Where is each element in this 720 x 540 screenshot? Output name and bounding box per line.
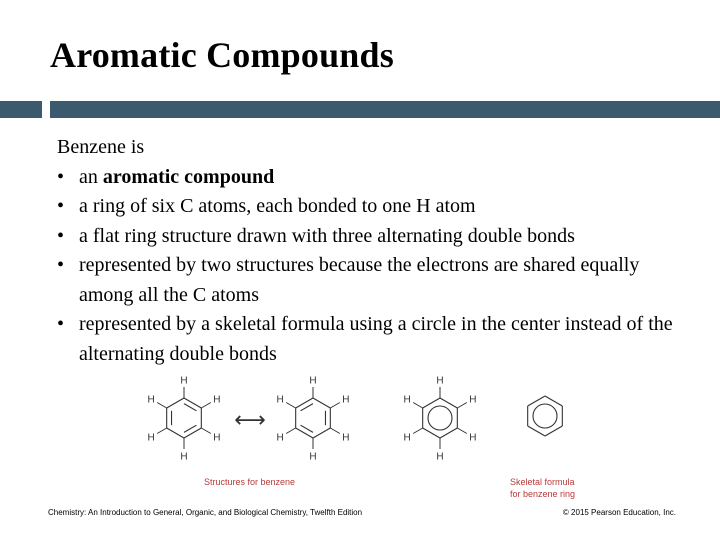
kekule-structure-1-ch-bond — [201, 403, 211, 409]
bullet-dot: • — [57, 313, 65, 335]
kekule-structure-2-ch-bond — [286, 428, 296, 434]
aromatic-structure-ch-bond — [457, 428, 467, 434]
footer-right: © 2015 Pearson Education, Inc. — [562, 508, 676, 517]
resonance-arrow: ⟷ — [234, 408, 266, 433]
bullet-item — [57, 222, 697, 252]
kekule-structure-1-ch-bond — [157, 428, 167, 434]
bullet-item — [57, 163, 697, 193]
bullet-item — [57, 310, 697, 369]
kekule-structure-2-h-atom: H — [342, 394, 350, 406]
bullet-item — [57, 192, 697, 222]
kekule-structure-1-bond — [167, 428, 184, 438]
bullet-list — [57, 163, 697, 370]
bullet-text: represented by a skeletal formula using a circle in the center instead of the alternating double bonds — [79, 313, 673, 365]
bullet-text: represented by two structures because the electrons are shared equally among all the C atoms — [79, 254, 640, 306]
kekule-structure-2-h-atom: H — [276, 394, 284, 406]
kekule-structure-2-bond — [313, 398, 330, 408]
caption-skeletal-line2: for benzene ring — [510, 489, 576, 499]
kekule-structure-1-h-atom: H — [180, 375, 188, 387]
bullet-text: a flat ring structure drawn with three alternating double bonds — [79, 224, 575, 247]
kekule-structure-1-h-atom: H — [180, 451, 188, 463]
bullet-text: an — [79, 165, 103, 188]
footer-left: Chemistry: An Introduction to General, Organic, and Biological Chemistry, Twelfth Edition — [48, 508, 363, 517]
aromatic-structure-h-atom: H — [469, 432, 477, 444]
kekule-structure-1-ch-bond — [157, 403, 167, 409]
slide-title: Aromatic Compounds — [50, 35, 394, 75]
bullet-dot: • — [57, 224, 65, 247]
skeletal-formula-aromatic-circle — [533, 404, 557, 428]
kekule-structure-2-h-atom: H — [276, 432, 284, 444]
caption-skeletal-line1: Skeletal formula — [510, 477, 575, 487]
kekule-structure-1-h-atom: H — [147, 432, 155, 444]
intro-text: Benzene is — [57, 136, 145, 158]
kekule-structure-2-ch-bond — [286, 403, 296, 409]
aromatic-structure-h-atom: H — [469, 394, 477, 406]
bullet-text: a ring of six C atoms, each bonded to one H atom — [79, 195, 476, 217]
kekule-structure-2-h-atom: H — [309, 375, 317, 387]
kekule-structure-2-h-atom: H — [309, 451, 317, 463]
aromatic-structure-h-atom: H — [436, 451, 444, 463]
benzene-figure — [140, 370, 580, 500]
kekule-structure-2-bond — [296, 428, 313, 438]
bullet-dot: • — [57, 195, 65, 217]
aromatic-structure-h-atom: H — [403, 432, 411, 444]
kekule-structure-1-h-atom: H — [213, 432, 221, 444]
kekule-structure-2-ch-bond — [330, 428, 340, 434]
accent-bar-right — [50, 101, 720, 118]
accent-bar-left — [0, 101, 42, 118]
kekule-structure-2-bond — [296, 398, 313, 408]
bullet-dot: • — [57, 165, 65, 188]
caption-structures: Structures for benzene — [204, 477, 296, 487]
kekule-structure-1-h-atom: H — [213, 394, 221, 406]
kekule-structure-1-h-atom: H — [147, 394, 155, 406]
aromatic-structure-h-atom: H — [403, 394, 411, 406]
slide-body — [57, 133, 697, 369]
kekule-structure-2-bond — [313, 428, 330, 438]
kekule-structure-1-bond — [184, 428, 201, 438]
aromatic-structure-ch-bond — [457, 403, 467, 409]
kekule-structure-2-ch-bond — [330, 403, 340, 409]
kekule-structure-1-ch-bond — [201, 428, 211, 434]
bullet-item — [57, 251, 697, 310]
kekule-structure-2-h-atom: H — [342, 432, 350, 444]
aromatic-structure-ch-bond — [413, 403, 423, 409]
aromatic-structure-ch-bond — [413, 428, 423, 434]
kekule-structure-1-bond — [184, 398, 201, 408]
aromatic-structure-h-atom: H — [436, 375, 444, 387]
kekule-structure-1-bond — [167, 398, 184, 408]
bullet-bold-text: aromatic compound — [102, 165, 275, 188]
aromatic-structure-aromatic-circle — [428, 406, 452, 430]
bullet-dot: • — [57, 254, 65, 276]
